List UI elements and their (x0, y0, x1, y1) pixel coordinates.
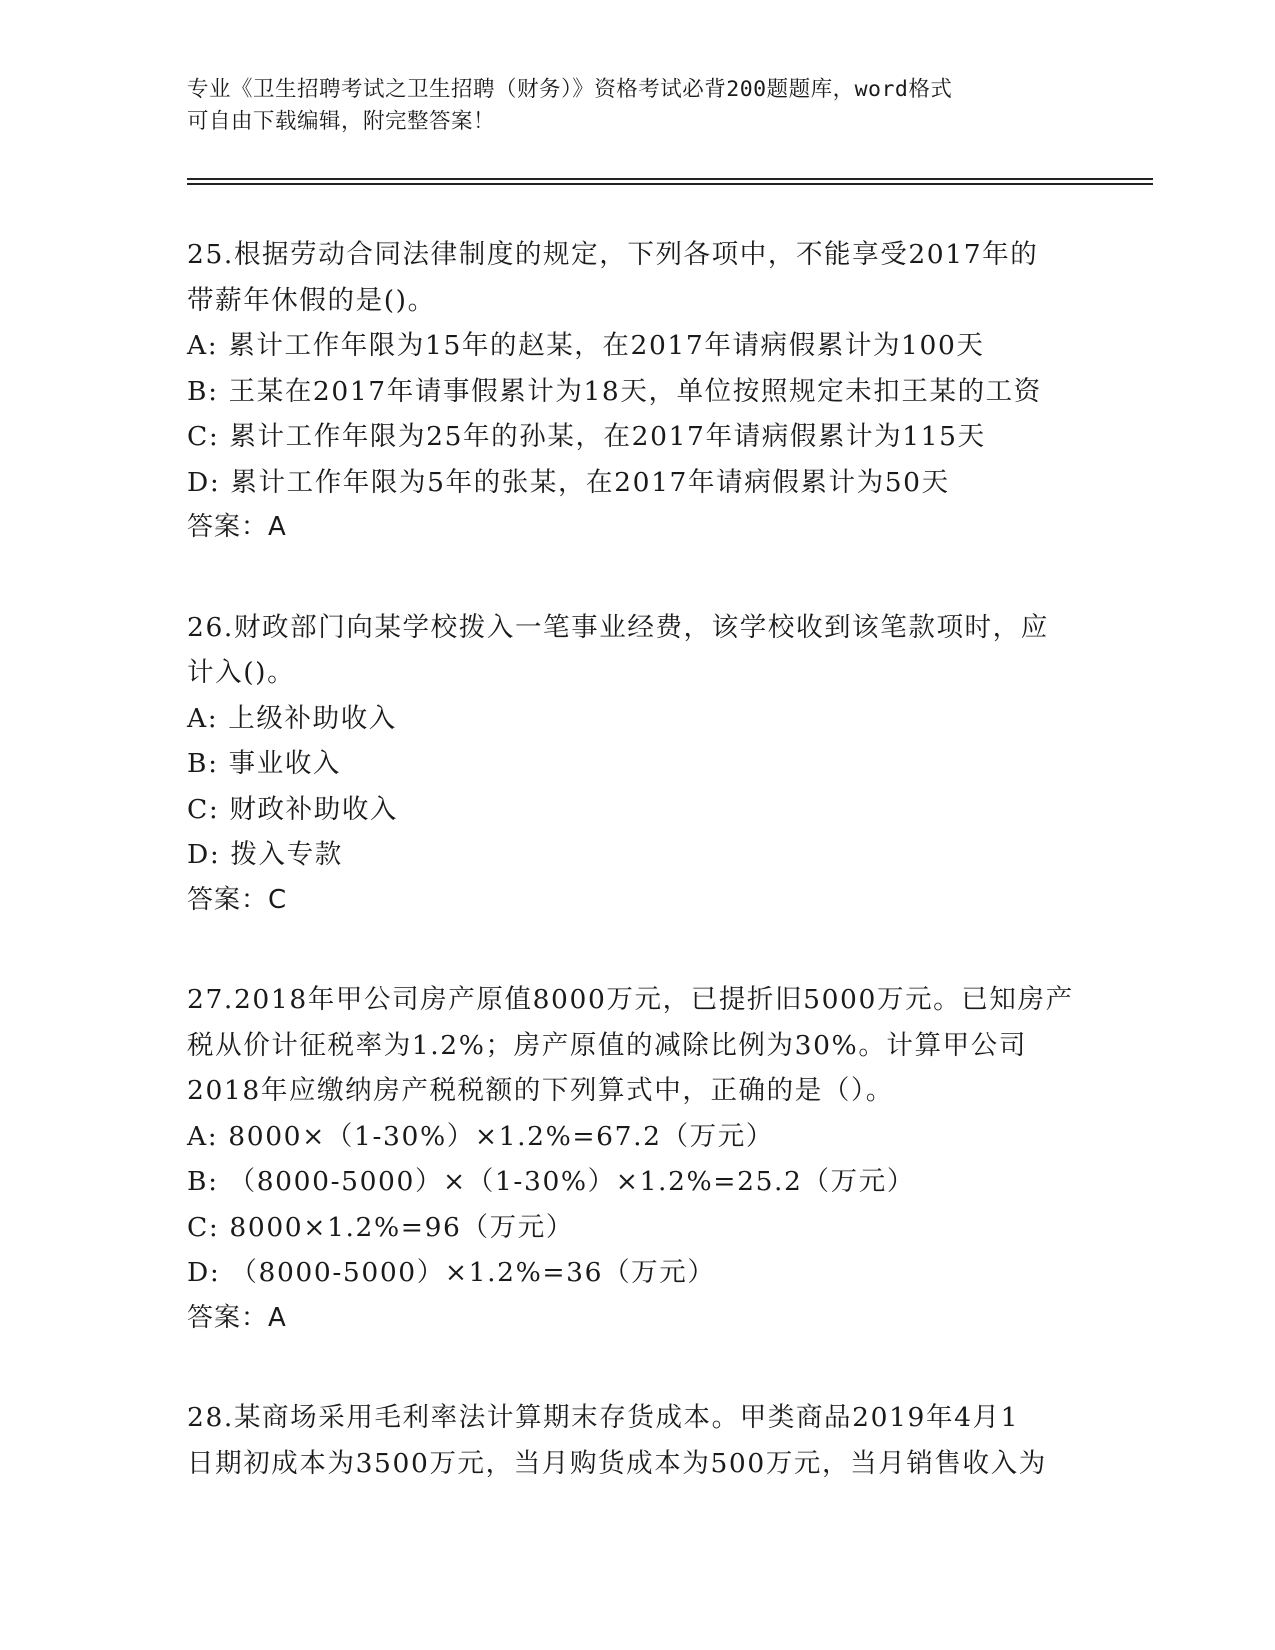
option-c: C: 财政补助收入 (187, 793, 399, 825)
question-stem-line: 日期初成本为3500万元，当月购货成本为500万元，当月销售收入为 (187, 1447, 1047, 1479)
question-stem-line: 计入()。 (187, 657, 296, 688)
question-list (187, 232, 1087, 1540)
option-b: B: 事业收入 (187, 748, 342, 779)
question-stem-line: 税从价计征税率为1.2%；房产原值的减除比例为30%。计算甲公司 (187, 1029, 1027, 1061)
option-a: A: 上级补助收入 (187, 702, 397, 734)
header-line: 专业《卫生招聘考试之卫生招聘（财务）》资格考试必背200题题库，word格式 (187, 77, 953, 102)
answer-line: 答案：A (187, 1302, 287, 1333)
question-stem-line: 25.根据劳动合同法律制度的规定，下列各项中，不能享受2017年的 (187, 239, 1039, 270)
header-divider (187, 183, 1153, 185)
option-c: C: 8000×1.2%=96（万元） (187, 1211, 574, 1243)
option-d: D: 累计工作年限为5年的张某，在2017年请病假累计为50天 (187, 466, 950, 498)
question-stem-line: 28.某商场采用毛利率法计算期末存货成本。甲类商品2019年4月1 (187, 1402, 1020, 1433)
question-stem-line: 26.财政部门向某学校拨入一笔事业经费，该学校收到该笔款项时，应 (187, 611, 1049, 643)
question-stem (187, 605, 1087, 696)
option-a: A: 8000×（1-30%）×1.2%=67.2（万元） (187, 1120, 774, 1152)
question-stem-line: 2018年应缴纳房产税税额的下列算式中，正确的是（）。 (187, 1075, 894, 1106)
option-a: A: 累计工作年限为15年的赵某，在2017年请病假累计为100天 (187, 330, 985, 361)
option-b: B: 王某在2017年请事假累计为18天，单位按照规定未扣王某的工资 (187, 375, 1042, 407)
option-c: C: 累计工作年限为25年的孙某，在2017年请病假累计为115天 (187, 421, 986, 452)
question-stem (187, 1395, 1087, 1486)
question-25 (187, 232, 1087, 551)
document-header (187, 74, 1077, 138)
question-stem-line: 带薪年休假的是()。 (187, 284, 436, 316)
question-26 (187, 605, 1087, 924)
answer-line: 答案：A (187, 512, 287, 542)
option-d: D: （8000-5000）×1.2%=36（万元） (187, 1257, 716, 1288)
header-divider (187, 178, 1153, 180)
question-stem (187, 232, 1087, 323)
question-stem (187, 977, 1087, 1114)
answer-line: 答案：C (187, 884, 288, 915)
option-d: D: 拨入专款 (187, 839, 343, 870)
question-stem-line: 27.2018年甲公司房产原值8000万元，已提折旧5000万元。已知房产 (187, 984, 1074, 1015)
question-28 (187, 1395, 1087, 1486)
option-b: B: （8000-5000）×（1-30%）×1.2%=25.2（万元） (187, 1166, 915, 1197)
header-line: 可自由下载编辑，附完整答案！ (187, 109, 496, 134)
question-27 (187, 977, 1087, 1341)
